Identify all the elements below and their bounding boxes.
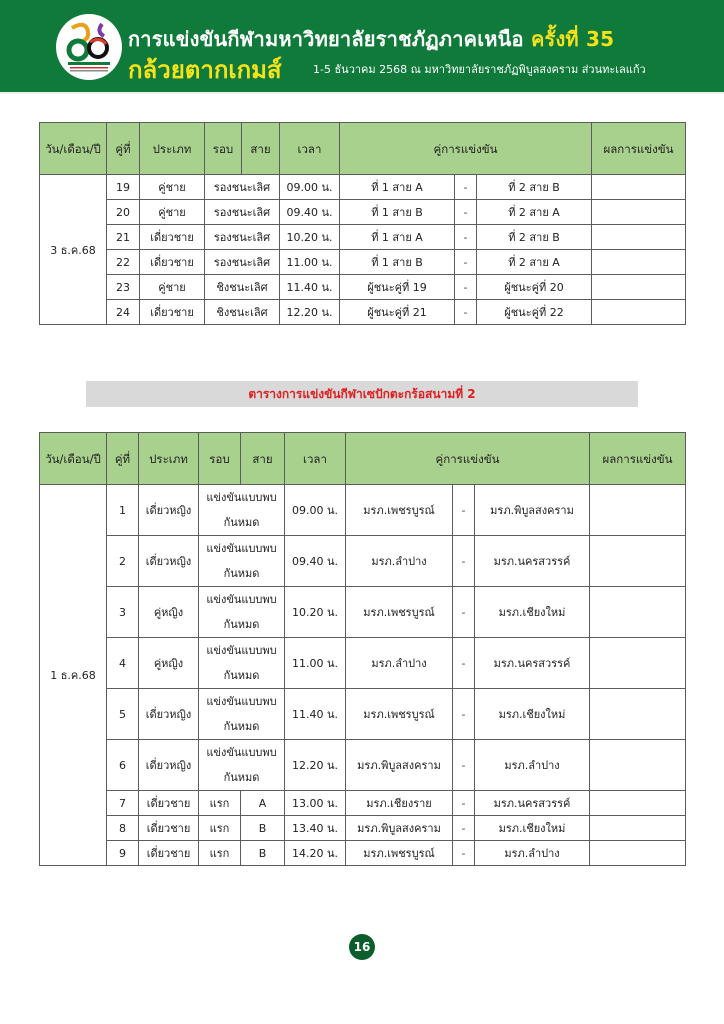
team-a-cell: มรภ.เพชรบูรณ์ [346, 689, 453, 740]
team-a-cell: มรภ.เพชรบูรณ์ [346, 841, 453, 866]
team-a-cell: มรภ.เพชรบูรณ์ [346, 587, 453, 638]
versus-separator: - [453, 740, 475, 791]
date-cell: 1 ธ.ค.68 [40, 485, 107, 866]
table-header-row [40, 433, 686, 485]
round-cell: ชิงชนะเลิศ [205, 300, 280, 325]
group-cell: A [241, 791, 285, 816]
event-title-text: การแข่งขันกีฬามหาวิทยาลัยราชภัฏภาคเหนือ [128, 27, 524, 51]
category-cell: เดี่ยวชาย [140, 300, 205, 325]
header-result: ผลการแข่งขัน [592, 123, 686, 175]
header-time: เวลา [285, 433, 346, 485]
section-title: ตารางการแข่งขันกีฬาเซปักตะกร้อสนามที่ 2 [86, 381, 638, 407]
table-row [40, 485, 686, 536]
versus-separator: - [453, 791, 475, 816]
result-cell [590, 740, 686, 791]
match-no-cell: 19 [107, 175, 140, 200]
round-cell: แรก [199, 841, 241, 866]
category-cell: คู่ชาย [140, 275, 205, 300]
round-cell: แข่งขันแบบพบกันหมด [199, 740, 285, 791]
table-row [40, 740, 686, 791]
versus-separator: - [453, 638, 475, 689]
header-group: สาย [241, 433, 285, 485]
time-cell: 11.40 น. [280, 275, 340, 300]
team-a-cell: มรภ.ลำปาง [346, 638, 453, 689]
match-no-cell: 24 [107, 300, 140, 325]
time-cell: 13.40 น. [285, 816, 346, 841]
header-date: วัน/เดือน/ปี [40, 433, 107, 485]
table-row [40, 689, 686, 740]
team-b-cell: มรภ.นครสวรรค์ [475, 791, 590, 816]
round-cell: รองชนะเลิศ [205, 200, 280, 225]
versus-separator: - [453, 536, 475, 587]
category-cell: คู่หญิง [139, 638, 199, 689]
round-cell: ชิงชนะเลิศ [205, 275, 280, 300]
match-no-cell: 4 [107, 638, 139, 689]
category-cell: เดี่ยวชาย [140, 250, 205, 275]
schedule-table-1 [39, 122, 686, 325]
match-no-cell: 20 [107, 200, 140, 225]
category-cell: คู่หญิง [139, 587, 199, 638]
category-cell: เดี่ยวชาย [139, 816, 199, 841]
versus-separator: - [455, 275, 477, 300]
header-match-no: คู่ที่ [107, 433, 139, 485]
result-cell [590, 536, 686, 587]
match-no-cell: 2 [107, 536, 139, 587]
category-cell: เดี่ยวชาย [139, 841, 199, 866]
team-a-cell: ที่ 1 สาย B [340, 250, 455, 275]
header-time: เวลา [280, 123, 340, 175]
header-date: วัน/เดือน/ปี [40, 123, 107, 175]
match-no-cell: 8 [107, 816, 139, 841]
team-a-cell: ที่ 1 สาย B [340, 200, 455, 225]
team-a-cell: ผู้ชนะคู่ที่ 19 [340, 275, 455, 300]
header-opponents: คู่การแข่งขัน [346, 433, 590, 485]
versus-separator: - [455, 200, 477, 225]
team-b-cell: ผู้ชนะคู่ที่ 20 [477, 275, 592, 300]
table-row [40, 816, 686, 841]
team-b-cell: ผู้ชนะคู่ที่ 22 [477, 300, 592, 325]
versus-separator: - [453, 689, 475, 740]
round-cell: แข่งขันแบบพบกันหมด [199, 587, 285, 638]
match-no-cell: 23 [107, 275, 140, 300]
match-no-cell: 9 [107, 841, 139, 866]
games-35-logo-icon [56, 14, 122, 80]
match-no-cell: 1 [107, 485, 139, 536]
header-result: ผลการแข่งขัน [590, 433, 686, 485]
table-row [40, 536, 686, 587]
header-round: รอบ [205, 123, 242, 175]
versus-separator: - [453, 485, 475, 536]
team-b-cell: มรภ.พิบูลสงคราม [475, 485, 590, 536]
header-category: ประเภท [140, 123, 205, 175]
category-cell: เดี่ยวชาย [139, 791, 199, 816]
schedule-table-2 [39, 432, 686, 866]
table-row [40, 175, 686, 200]
table-row [40, 791, 686, 816]
time-cell: 13.00 น. [285, 791, 346, 816]
round-cell: แรก [199, 816, 241, 841]
category-cell: เดี่ยวชาย [140, 225, 205, 250]
team-a-cell: มรภ.พิบูลสงคราม [346, 816, 453, 841]
team-b-cell: มรภ.ลำปาง [475, 841, 590, 866]
versus-separator: - [453, 816, 475, 841]
versus-separator: - [455, 250, 477, 275]
result-cell [590, 816, 686, 841]
versus-separator: - [455, 300, 477, 325]
round-cell: แข่งขันแบบพบกันหมด [199, 638, 285, 689]
header-group: สาย [242, 123, 280, 175]
table-row [40, 841, 686, 866]
result-cell [592, 275, 686, 300]
match-no-cell: 7 [107, 791, 139, 816]
team-a-cell: มรภ.ลำปาง [346, 536, 453, 587]
category-cell: คู่ชาย [140, 200, 205, 225]
round-cell: รองชนะเลิศ [205, 175, 280, 200]
category-cell: เดี่ยวหญิง [139, 689, 199, 740]
result-cell [590, 841, 686, 866]
team-a-cell: ที่ 1 สาย A [340, 225, 455, 250]
match-no-cell: 21 [107, 225, 140, 250]
category-cell: เดี่ยวหญิง [139, 485, 199, 536]
event-edition: ครั้งที่ 35 [530, 27, 615, 51]
table-header-row [40, 123, 686, 175]
result-cell [590, 638, 686, 689]
time-cell: 11.00 น. [285, 638, 346, 689]
team-a-cell: มรภ.พิบูลสงคราม [346, 740, 453, 791]
team-a-cell: มรภ.เชียงราย [346, 791, 453, 816]
table-row [40, 300, 686, 325]
group-cell: B [241, 841, 285, 866]
versus-separator: - [455, 175, 477, 200]
team-b-cell: ที่ 2 สาย B [477, 225, 592, 250]
team-a-cell: ผู้ชนะคู่ที่ 21 [340, 300, 455, 325]
group-cell: B [241, 816, 285, 841]
category-cell: เดี่ยวหญิง [139, 536, 199, 587]
versus-separator: - [453, 587, 475, 638]
team-b-cell: ที่ 2 สาย A [477, 200, 592, 225]
round-cell: รองชนะเลิศ [205, 225, 280, 250]
time-cell: 09.40 น. [280, 200, 340, 225]
category-cell: เดี่ยวหญิง [139, 740, 199, 791]
table-row [40, 200, 686, 225]
match-no-cell: 22 [107, 250, 140, 275]
time-cell: 10.20 น. [280, 225, 340, 250]
team-b-cell: มรภ.นครสวรรค์ [475, 638, 590, 689]
versus-separator: - [453, 841, 475, 866]
team-a-cell: ที่ 1 สาย A [340, 175, 455, 200]
table-row [40, 587, 686, 638]
time-cell: 11.40 น. [285, 689, 346, 740]
time-cell: 09.00 น. [285, 485, 346, 536]
page-number: 16 [349, 934, 375, 960]
time-cell: 09.00 น. [280, 175, 340, 200]
team-b-cell: ที่ 2 สาย A [477, 250, 592, 275]
category-cell: คู่ชาย [140, 175, 205, 200]
time-cell: 11.00 น. [280, 250, 340, 275]
time-cell: 10.20 น. [285, 587, 346, 638]
team-b-cell: มรภ.นครสวรรค์ [475, 536, 590, 587]
time-cell: 12.20 น. [285, 740, 346, 791]
round-cell: แข่งขันแบบพบกันหมด [199, 485, 285, 536]
result-cell [592, 250, 686, 275]
result-cell [590, 587, 686, 638]
result-cell [592, 200, 686, 225]
event-name: กล้วยตากเกมส์ [128, 56, 282, 84]
table-row [40, 250, 686, 275]
time-cell: 14.20 น. [285, 841, 346, 866]
team-b-cell: มรภ.เชียงใหม่ [475, 689, 590, 740]
round-cell: แรก [199, 791, 241, 816]
team-b-cell: ที่ 2 สาย B [477, 175, 592, 200]
round-cell: รองชนะเลิศ [205, 250, 280, 275]
table-row [40, 638, 686, 689]
team-b-cell: มรภ.เชียงใหม่ [475, 587, 590, 638]
match-no-cell: 3 [107, 587, 139, 638]
match-no-cell: 5 [107, 689, 139, 740]
round-cell: แข่งขันแบบพบกันหมด [199, 536, 285, 587]
time-cell: 12.20 น. [280, 300, 340, 325]
date-cell: 3 ธ.ค.68 [40, 175, 107, 325]
match-no-cell: 6 [107, 740, 139, 791]
time-cell: 09.40 น. [285, 536, 346, 587]
table-row [40, 275, 686, 300]
header-category: ประเภท [139, 433, 199, 485]
header-opponents: คู่การแข่งขัน [340, 123, 592, 175]
result-cell [590, 791, 686, 816]
result-cell [592, 300, 686, 325]
versus-separator: - [455, 225, 477, 250]
team-b-cell: มรภ.เชียงใหม่ [475, 816, 590, 841]
table-row [40, 225, 686, 250]
event-date-venue: 1-5 ธันวาคม 2568 ณ มหาวิทยาลัยราชภัฏพิบูลสงคราม ส่วนทะเลแก้ว [313, 63, 646, 76]
event-logo [56, 14, 122, 80]
result-cell [590, 485, 686, 536]
result-cell [592, 175, 686, 200]
header-match-no: คู่ที่ [107, 123, 140, 175]
team-b-cell: มรภ.ลำปาง [475, 740, 590, 791]
result-cell [592, 225, 686, 250]
header-round: รอบ [199, 433, 241, 485]
result-cell [590, 689, 686, 740]
header-banner [0, 0, 724, 94]
team-a-cell: มรภ.เพชรบูรณ์ [346, 485, 453, 536]
round-cell: แข่งขันแบบพบกันหมด [199, 689, 285, 740]
